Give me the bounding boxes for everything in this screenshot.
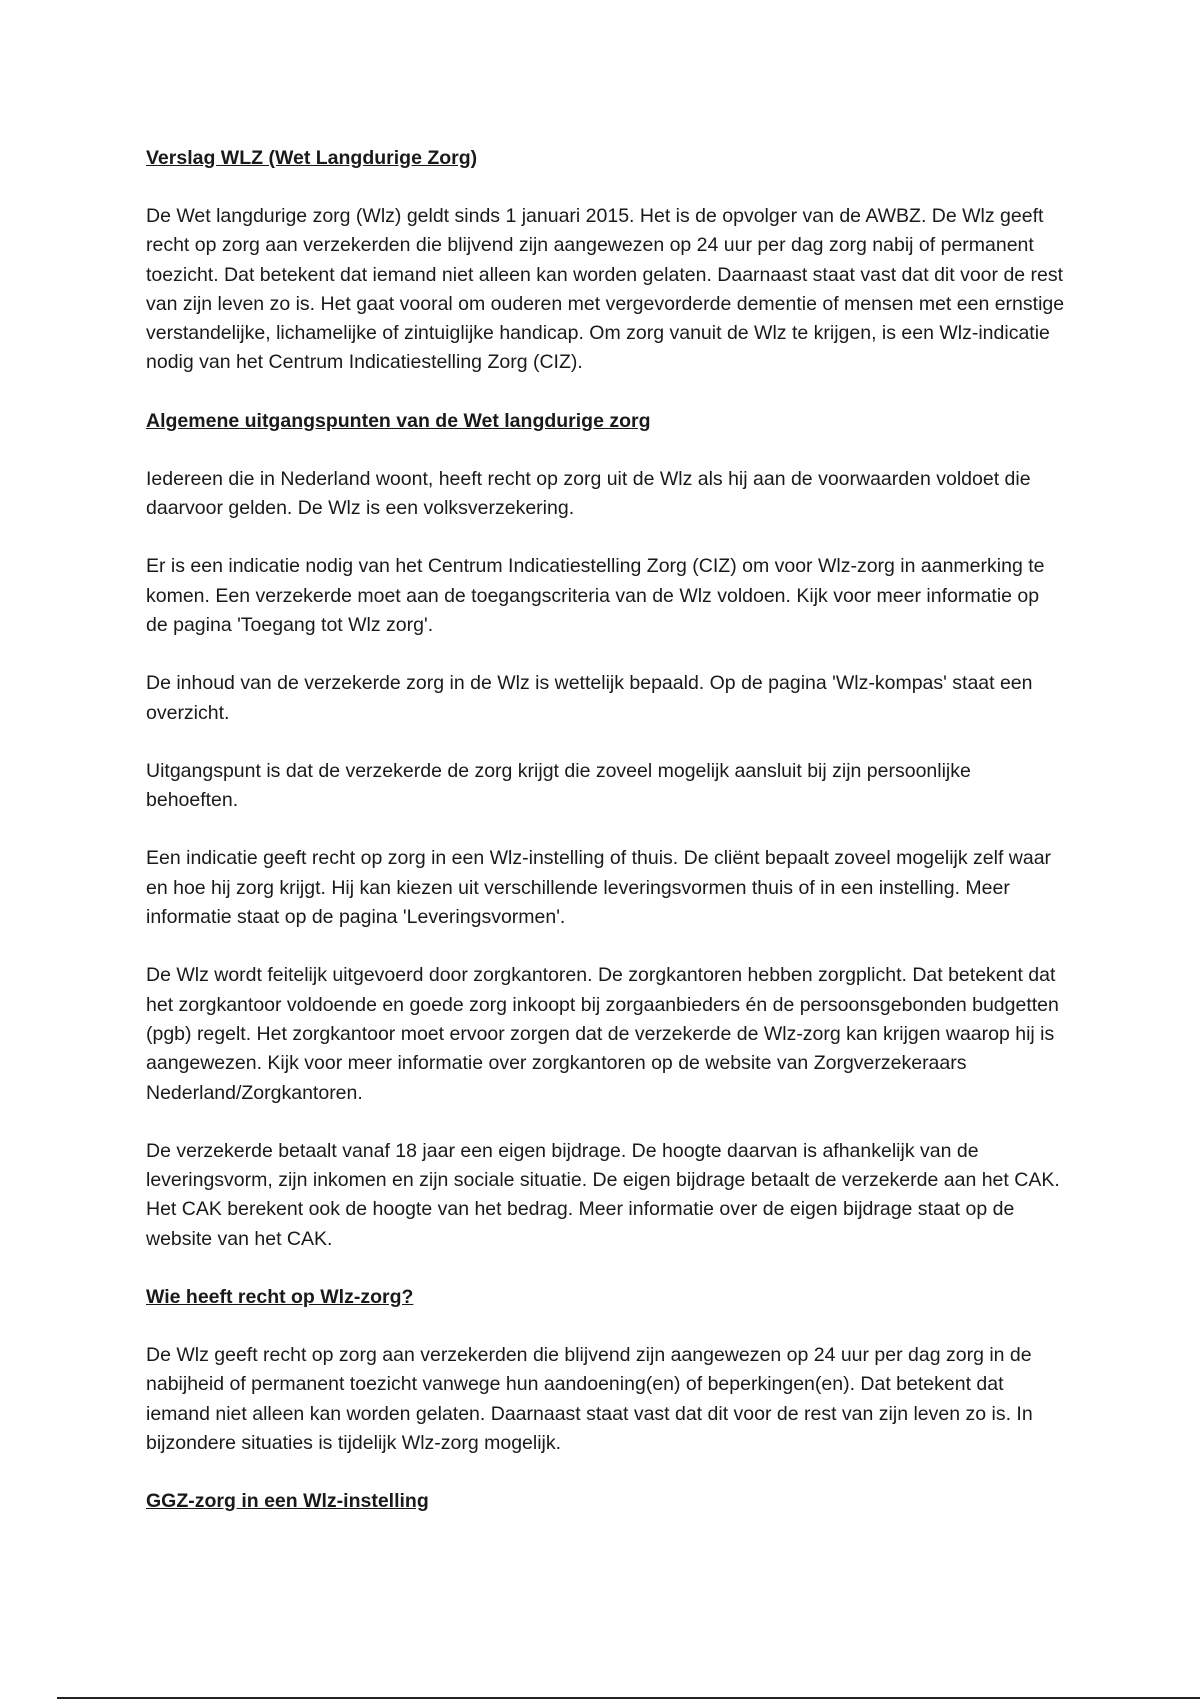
section-heading-uitgangspunten: Algemene uitgangspunten van de Wet langdurige zorg: [146, 409, 651, 432]
paragraph: Er is een indicatie nodig van het Centrum Indicatiestelling Zorg (CIZ) om voor Wlz-zorg in aanmerking te komen. Een verzekerde moet aan de toegangscriteria van de Wlz voldoen. Kijk voor meer informatie op de pagina 'Toegang tot Wlz zorg'.: [146, 555, 1045, 636]
intro-paragraph: De Wet langdurige zorg (Wlz) geldt sinds 1 januari 2015. Het is de opvolger van de AWBZ. De Wlz geeft recht op zorg aan verzekerden die blijvend zijn aangewezen op 24 uur per dag zorg nabij of permanent toezicht. Dat betekent dat iemand niet alleen kan worden gelaten. Daarnaast staat vast dat dit voor de rest van zijn leven zo is. Het gaat vooral om ouderen met vergevorderde dementie of mensen met een ernstige verstandelijke, lichamelijke of zintuiglijke handicap. Om zorg vanuit de Wlz te krijgen, is een Wlz-indicatie nodig van het Centrum Indicatiestelling Zorg (CIZ).: [146, 205, 1065, 374]
document-page: [146, 144, 1066, 1545]
paragraph: Uitgangspunt is dat de verzekerde de zorg krijgt die zoveel mogelijk aansluit bij zijn persoonlijke behoeften.: [146, 759, 971, 812]
paragraph: De verzekerde betaalt vanaf 18 jaar een eigen bijdrage. De hoogte daarvan is afhankelijk van de leveringsvorm, zijn inkomen en zijn sociale situatie. De eigen bijdrage betaalt de verzekerde aan het CAK. Het CAK berekent ook de hoogte van het bedrag. Meer informatie over de eigen bijdrage staat op de website van het CAK.: [146, 1139, 1060, 1250]
paragraph: Een indicatie geeft recht op zorg in een Wlz-instelling of thuis. De cliënt bepaalt zoveel mogelijk zelf waar en hoe hij zorg krijgt. Hij kan kiezen uit verschillende leveringsvormen thuis of in een instelling. Meer informatie staat op de pagina 'Leveringsvormen'.: [146, 847, 1052, 929]
paragraph: De Wlz wordt feitelijk uitgevoerd door zorgkantoren. De zorgkantoren hebben zorgplicht. Dat betekent dat het zorgkantoor voldoende en goede zorg inkoopt bij zorgaanbieders én de persoonsgebonden budgetten (pgb) regelt. Het zorgkantoor moet ervoor zorgen dat de verzekerde de Wlz-zorg kan krijgen waarop hij is aangewezen. Kijk voor meer informatie over zorgkantoren op de website van Zorgverzekeraars Nederland/Zorgkantoren.: [146, 964, 1059, 1104]
paragraph: Iedereen die in Nederland woont, heeft recht op zorg uit de Wlz als hij aan de voorwaarden voldoet die daarvoor gelden. De Wlz is een volksverzekering.: [146, 467, 1031, 520]
paragraph: De Wlz geeft recht op zorg aan verzekerden die blijvend zijn aangewezen op 24 uur per dag zorg in de nabijheid of permanent toezicht vanwege hun aandoening(en) of beperkingen(en). Dat betekent dat iemand niet alleen kan worden gelaten. Daarnaast staat vast dat dit voor de rest van zijn leven zo is. In bijzondere situaties is tijdelijk Wlz-zorg mogelijk.: [146, 1344, 1033, 1454]
document-title: Verslag WLZ (Wet Langdurige Zorg): [146, 147, 478, 169]
section-heading-recht: Wie heeft recht op Wlz-zorg?: [146, 1286, 414, 1309]
footer-divider: [57, 1697, 1200, 1699]
paragraph: De inhoud van de verzekerde zorg in de Wlz is wettelijk bepaald. Op de pagina 'Wlz-kompas' staat een overzicht.: [146, 672, 1033, 724]
section-heading-ggz: GGZ-zorg in een Wlz-instelling: [146, 1490, 429, 1513]
